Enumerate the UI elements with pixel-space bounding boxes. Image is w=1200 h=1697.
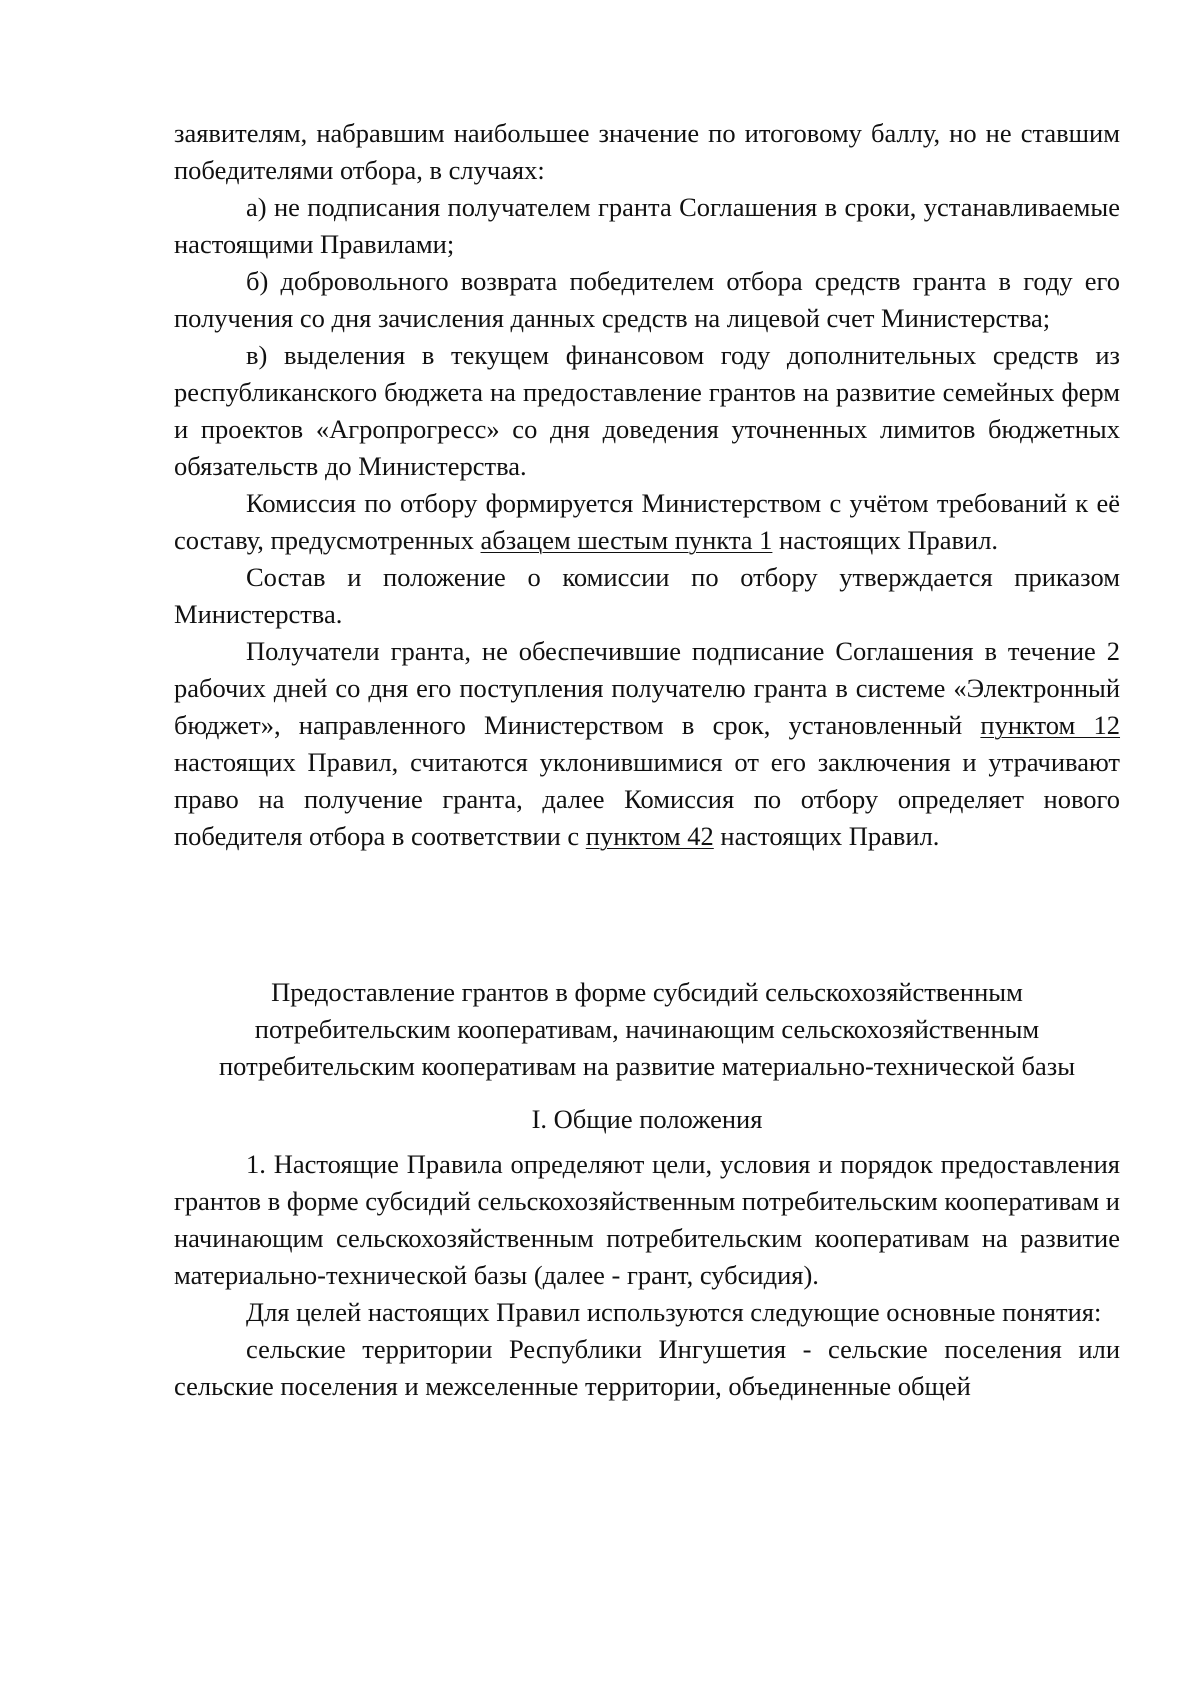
list-item-c: в) выделения в текущем финансовом году дополнительных средств из республиканского бюджета на предоставление грантов на развитие семейных ферм и проектов «Агропрогресс» со дня доведения уточненных лимитов бюджетных обязательств до Министерства. [174,340,1120,481]
link-item-12[interactable]: пунктом 12 [980,710,1121,740]
heading-line: Предоставление грантов в форме субсидий сельскохозяйственным [271,977,1023,1007]
heading-line: потребительским кооперативам, начинающим сельскохозяйственным [254,1014,1040,1044]
paragraph-composition: Состав и положение о комиссии по отбору утверждается приказом Министерства. [174,562,1120,629]
heading-line: потребительским кооперативам на развитие материально-технической базы [218,1051,1076,1081]
document-heading [174,974,1120,1085]
paragraph-text: настоящих Правил, считаются уклонившимися от его заключения и утрачивают право на получение гранта, далее Комиссия по отбору определяет нового победителя отбора в соответствии с [174,747,1120,851]
list-item-b: б) добровольного возврата победителем отбора средств гранта в году его получения со дня зачисления данных средств на лицевой счет Министерства; [174,266,1120,333]
paragraph-item-1: 1. Настоящие Правила определяют цели, условия и порядок предоставления грантов в форме субсидий сельскохозяйственным потребительским кооперативам и начинающим сельскохозяйственным потребительским кооперативам на развитие материально-технической базы (далее - грант, субсидия). [174,1149,1120,1290]
paragraph-text: настоящих Правил. [772,525,999,555]
list-item-a: а) не подписания получателем гранта Соглашения в сроки, устанавливаемые настоящими Правилами; [174,192,1120,259]
link-item-42[interactable]: пунктом 42 [585,821,714,851]
paragraph-text: Комиссия по отбору формируется Министерством с учётом требований к её составу, предусмотренных [174,488,1120,555]
paragraph-commission [174,485,1120,559]
section-title: I. Общие положения [531,1104,763,1134]
link-paragraph-6-item-1[interactable]: абзацем шестым пункта 1 [480,525,773,555]
paragraph-definition-rural: сельские территории Республики Ингушетия - сельские поселения или сельские поселения и межселенные территории, объединенные общей [174,1334,1120,1401]
paragraph-continuation: заявителям, набравшим наибольшее значение по итоговому баллу, но не ставшим победителями отбора, в случаях: [174,118,1120,185]
paragraph-text: настоящих Правил. [713,821,940,851]
document-page [174,115,1120,1405]
paragraph-recipients [174,633,1120,855]
paragraph-text: Получатели гранта, не обеспечившие подписание Соглашения в течение 2 рабочих дней со дня его поступления получателю гранта в системе «Электронный бюджет», направленного Министерством в срок, установленный [174,636,1120,740]
paragraph-definitions-intro: Для целей настоящих Правил используются следующие основные понятия: [246,1297,1102,1327]
